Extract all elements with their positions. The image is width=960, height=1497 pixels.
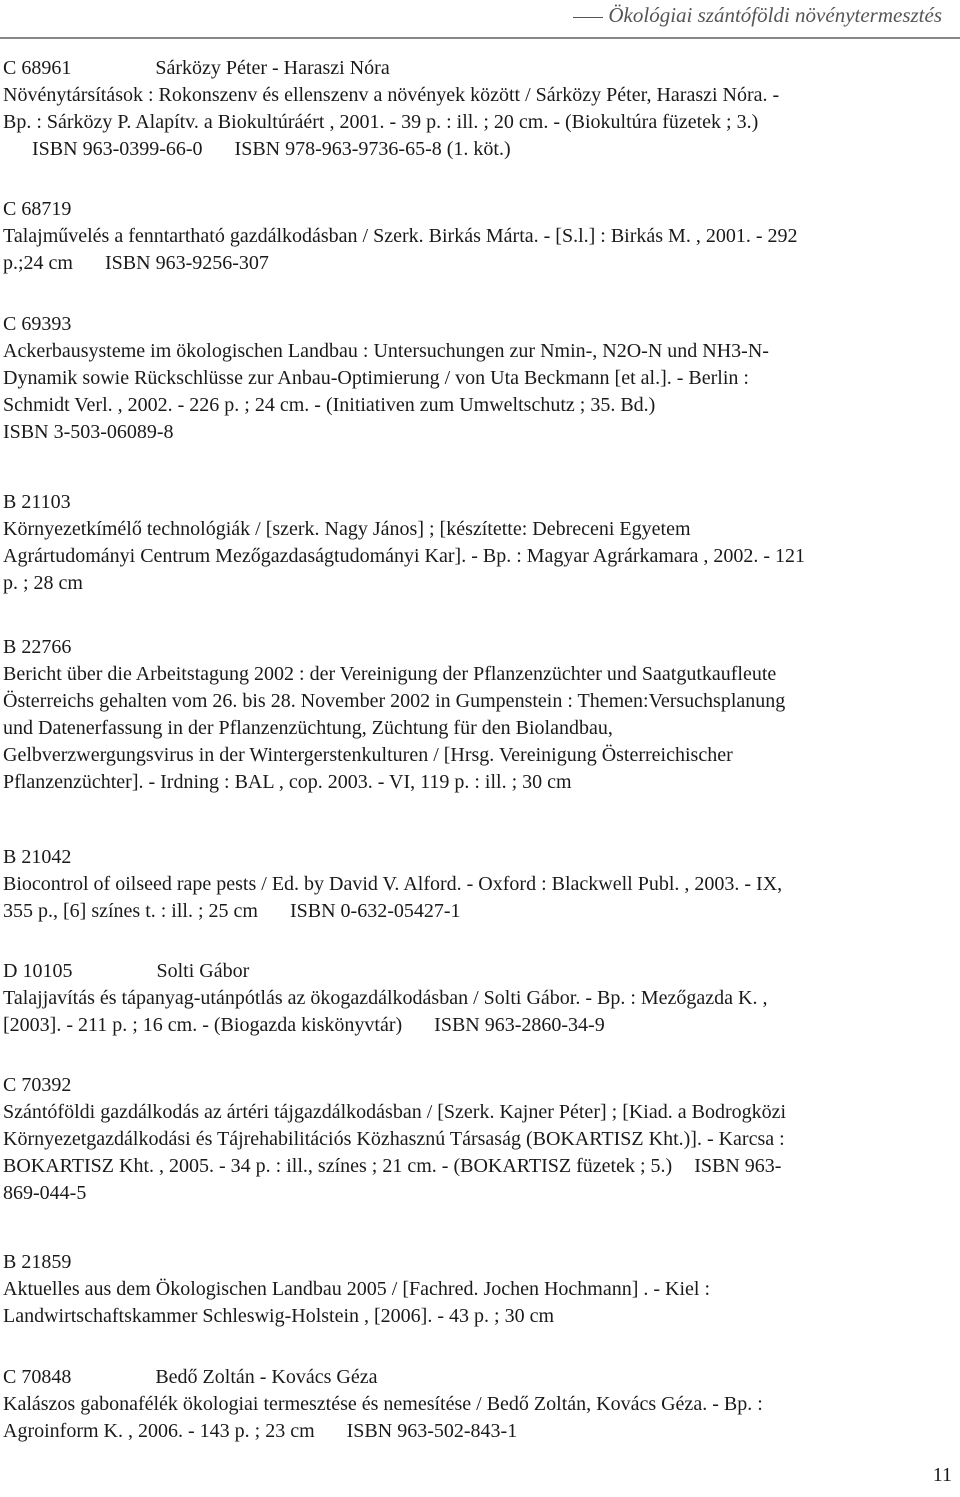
call-number: C 70392 — [3, 1074, 72, 1096]
isbn: ISBN 0-632-05427-1 — [289, 900, 461, 922]
catalog-entry — [3, 1249, 943, 1330]
call-number: B 21859 — [3, 1251, 72, 1273]
entry-heading — [3, 958, 943, 985]
call-number: B 21103 — [3, 491, 71, 513]
catalog-entry — [3, 55, 943, 163]
entry-line: Szántóföldi gazdálkodás az ártéri tájgazdálkodásban / [Szerk. Kajner Péter] ; [Kiad. a Bodrogközi — [3, 1101, 787, 1123]
catalog-entry — [3, 844, 943, 925]
entry-line: Dynamik sowie Rückschlüsse zur Anbau-Optimierung / von Uta Beckmann [et al.]. - Berlin : — [3, 367, 749, 389]
header-rule — [0, 37, 960, 39]
call-number: B 21042 — [3, 846, 72, 868]
entry-line: Bericht über die Arbeitstagung 2002 : der Vereinigung der Pflanzenzüchter und Saatgutkaufleute — [3, 663, 777, 685]
isbn: ISBN 963-2860-34-9 — [434, 1014, 605, 1036]
entry-line: p. ; 28 cm — [3, 572, 83, 594]
header-title: Ökológiai szántóföldi növénytermesztés — [608, 3, 942, 27]
entry-author: Bedő Zoltán - Kovács Géza — [155, 1366, 378, 1388]
entry-line: Növénytársítások : Rokonszenv és ellenszenv a növények között / Sárközy Péter, Haraszi Nóra. - — [3, 84, 780, 106]
entry-line — [3, 1012, 943, 1039]
entry-author: Solti Gábor — [156, 960, 250, 982]
entry-line — [3, 1153, 943, 1180]
isbn: ISBN 978-963-9736-65-8 (1. köt.) — [234, 138, 511, 160]
call-number: C 70848 — [3, 1366, 72, 1388]
entry-line: Bp. : Sárközy P. Alapítv. a Biokultúráért , 2001. - 39 p. : ill. ; 20 cm. - (Biokultúra füzetek ; 3.) — [3, 111, 759, 133]
entry-author: Sárközy Péter - Haraszi Nóra — [155, 57, 390, 79]
entry-line: Aktuelles aus dem Ökologischen Landbau 2005 / [Fachred. Jochen Hochmann] . - Kiel : — [3, 1278, 711, 1300]
entry-heading — [3, 55, 943, 82]
entry-line-text: p.;24 cm — [3, 252, 73, 274]
entry-line: und Datenerfassung in der Pflanzenzüchtung, Züchtung für den Biolandbau, — [3, 717, 613, 739]
entry-line-text: 355 p., [6] színes t. : ill. ; 25 cm — [3, 900, 258, 922]
entry-line-text: Agroinform K. , 2006. - 143 p. ; 23 cm — [3, 1420, 315, 1442]
entry-line: Kalászos gabonafélék ökologiai termesztése és nemesítése / Bedő Zoltán, Kovács Géza. - Bp. : — [3, 1393, 763, 1415]
entry-line: Talajjavítás és tápanyag-utánpótlás az ökogazdálkodásban / Solti Gábor. - Bp. : Mezőgazda K. , — [3, 987, 768, 1009]
catalog-entry — [3, 958, 943, 1039]
entry-line: 869-044-5 — [3, 1182, 87, 1204]
call-number: C 69393 — [3, 313, 72, 335]
entry-line: Pflanzenzüchter]. - Irdning : BAL , cop. 2003. - VI, 119 p. : ill. ; 30 cm — [3, 771, 572, 793]
entry-line — [3, 898, 943, 925]
entry-line: Gelbverzwergungsvirus in der Wintergerstenkulturen / [Hrsg. Vereinigung Österreichischer — [3, 744, 733, 766]
isbn: ISBN 963-9256-307 — [105, 252, 269, 274]
catalog-entry — [3, 634, 943, 796]
entry-line: Ackerbausysteme im ökologischen Landbau : Untersuchungen zur Nmin-, N2O-N und NH3-N- — [3, 340, 769, 362]
call-number: C 68961 — [3, 57, 72, 79]
page-number: 11 — [932, 1464, 952, 1486]
call-number: B 22766 — [3, 636, 72, 658]
entry-line: Österreichs gehalten vom 26. bis 28. November 2002 in Gumpenstein : Themen:Versuchsplanung — [3, 690, 786, 712]
isbn: ISBN 963-502-843-1 — [346, 1420, 518, 1442]
call-number: C 68719 — [3, 198, 72, 220]
catalog-entry — [3, 489, 943, 597]
isbn-line — [3, 136, 943, 163]
isbn: ISBN 963- — [694, 1155, 782, 1177]
catalog-entry — [3, 196, 943, 277]
entry-line — [3, 250, 943, 277]
entry-line — [3, 1418, 943, 1445]
entry-line: Környezetgazdálkodási és Tájrehabilitációs Közhasznú Társaság (BOKARTISZ Kht.)]. - Karcsa : — [3, 1128, 785, 1150]
entry-line: Landwirtschaftskammer Schleswig-Holstein , [2006]. - 43 p. ; 30 cm — [3, 1305, 554, 1327]
entry-line: Agrártudományi Centrum Mezőgazdaságtudományi Kar]. - Bp. : Magyar Agrárkamara , 2002. - 121 — [3, 545, 805, 567]
entry-line-text: [2003]. - 211 p. ; 16 cm. - (Biogazda kiskönyvtár) — [3, 1014, 403, 1036]
isbn: ISBN 963-0399-66-0 — [32, 138, 203, 160]
entry-line: Környezetkímélő technológiák / [szerk. Nagy János] ; [készítette: Debreceni Egyetem — [3, 518, 691, 540]
entry-line: Biocontrol of oilseed rape pests / Ed. by David V. Alford. - Oxford : Blackwell Publ. , 2003. - IX, — [3, 873, 783, 895]
header-dash — [573, 17, 603, 18]
entry-line: ISBN 3-503-06089-8 — [3, 421, 174, 443]
catalog-entry — [3, 1072, 943, 1207]
entry-line: Schmidt Verl. , 2002. - 226 p. ; 24 cm. - (Initiativen zum Umweltschutz ; 35. Bd.) — [3, 394, 656, 416]
catalog-entry — [3, 311, 943, 446]
entry-heading — [3, 1364, 943, 1391]
entry-line: Talajművelés a fenntartható gazdálkodásban / Szerk. Birkás Márta. - [S.l.] : Birkás M. , 2001. - 292 — [3, 225, 798, 247]
call-number: D 10105 — [3, 960, 73, 982]
catalog-entry — [3, 1364, 943, 1445]
running-header — [573, 2, 942, 29]
entry-line-text: BOKARTISZ Kht. , 2005. - 34 p. : ill., színes ; 21 cm. - (BOKARTISZ füzetek ; 5.) — [3, 1155, 673, 1177]
